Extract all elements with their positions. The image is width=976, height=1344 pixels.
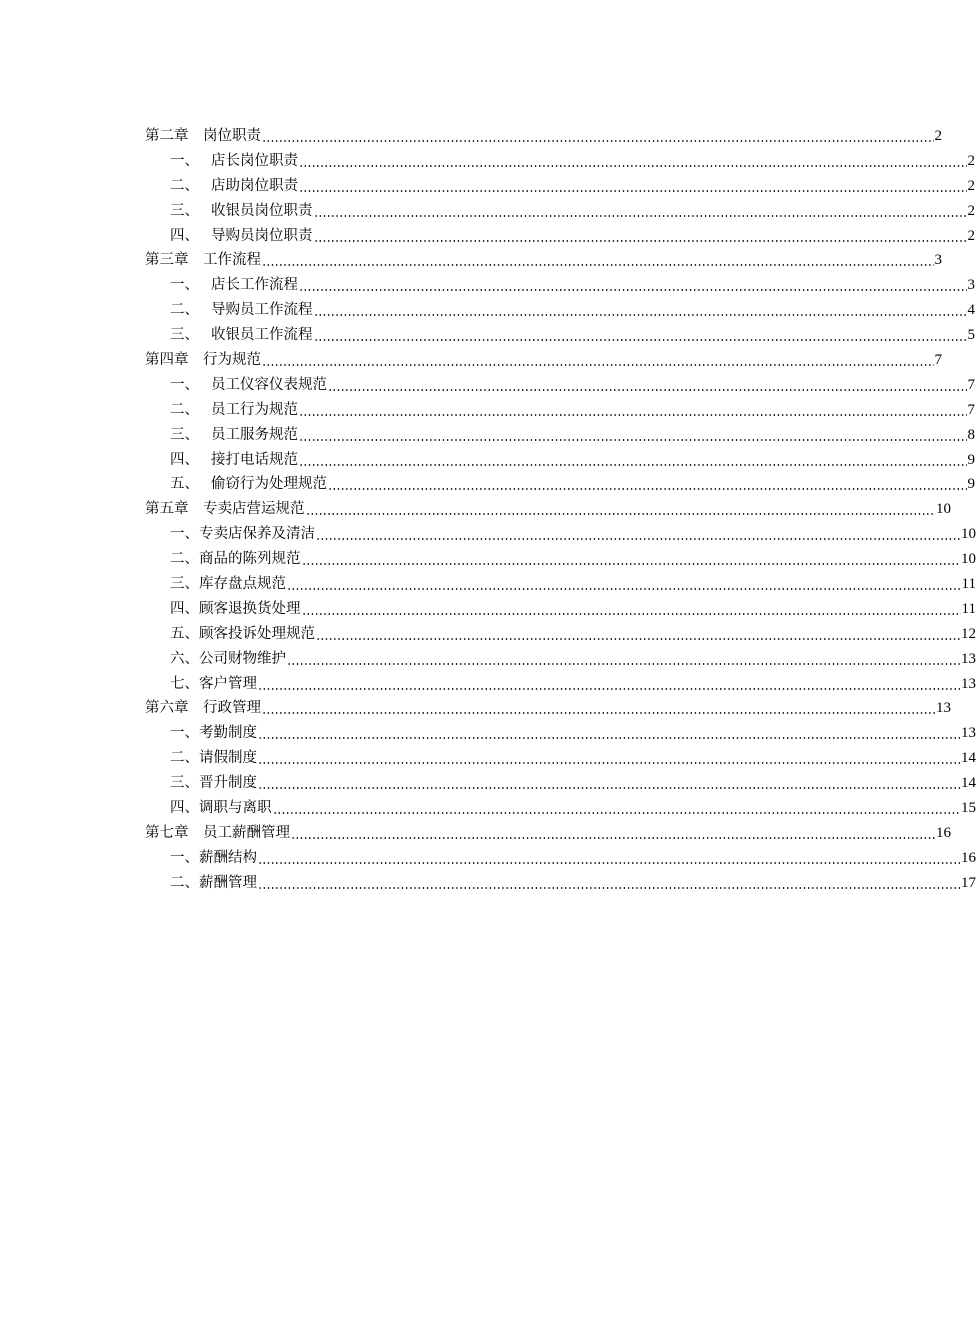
toc-page-number: 15	[961, 800, 976, 817]
dot-leader	[258, 721, 960, 746]
toc-number: 三、	[170, 576, 199, 593]
toc-title: 员工仪容仪表规范	[211, 376, 327, 393]
toc-number: 第五章	[145, 501, 189, 518]
dot-leader	[328, 373, 967, 398]
toc-page-number: 10	[961, 551, 976, 568]
toc-title: 店长工作流程	[211, 277, 298, 294]
toc-title: 专卖店营运规范	[203, 501, 305, 518]
toc-section-5-1[interactable]	[0, 522, 976, 547]
toc-section-2-3[interactable]	[0, 199, 975, 224]
toc-title: 薪酬结构	[199, 849, 257, 866]
toc-number: 七、	[170, 675, 199, 692]
toc-section-4-5[interactable]	[0, 472, 975, 497]
toc-title: 收银员工作流程	[211, 327, 313, 344]
toc-page-number: 16	[936, 824, 951, 841]
toc-number: 四、	[170, 800, 199, 817]
dot-leader	[258, 771, 960, 796]
toc-number: 一、	[170, 526, 199, 543]
toc-number: 第三章	[145, 252, 189, 269]
toc-title: 导购员工作流程	[211, 302, 313, 319]
toc-section-4-2[interactable]	[0, 398, 975, 423]
toc-number: 二、	[170, 302, 199, 319]
dot-leader	[299, 398, 967, 423]
toc-page-number: 2	[967, 177, 975, 194]
dot-leader	[258, 746, 960, 771]
toc-number: 四、	[170, 227, 199, 244]
toc-number: 第七章	[145, 824, 189, 841]
toc-page-number: 7	[967, 401, 975, 418]
toc-title: 请假制度	[199, 750, 257, 767]
table-of-contents	[0, 124, 976, 896]
dot-leader	[314, 224, 967, 249]
dot-leader	[262, 696, 935, 721]
toc-page-number: 2	[934, 128, 942, 144]
toc-number: 一、	[170, 277, 199, 294]
toc-number: 二、	[170, 874, 199, 891]
toc-section-5-5[interactable]	[0, 622, 976, 647]
toc-page-number: 13	[961, 650, 976, 667]
toc-section-7-2[interactable]	[0, 871, 976, 896]
toc-page-number: 12	[961, 625, 976, 642]
toc-page-number: 3	[934, 252, 942, 269]
toc-number: 二、	[170, 401, 199, 418]
toc-number: 四、	[170, 600, 199, 617]
toc-title: 晋升制度	[199, 775, 257, 792]
toc-page-number: 11	[961, 600, 976, 617]
toc-title: 顾客投诉处理规范	[199, 625, 315, 642]
toc-title: 商品的陈列规范	[199, 551, 301, 568]
toc-title: 薪酬管理	[199, 874, 257, 891]
toc-section-3-2[interactable]	[0, 298, 975, 323]
toc-page-number: 13	[961, 725, 976, 742]
toc-title: 员工薪酬管理	[203, 824, 290, 841]
toc-section-5-3[interactable]	[0, 572, 976, 597]
toc-number: 六、	[170, 650, 199, 667]
dot-leader	[314, 199, 967, 224]
toc-title: 公司财物维护	[199, 650, 286, 667]
toc-number: 一、	[170, 152, 199, 169]
dot-leader	[262, 124, 934, 149]
dot-leader	[287, 572, 961, 597]
toc-section-6-1[interactable]	[0, 721, 976, 746]
toc-number: 第四章	[145, 352, 189, 369]
toc-title: 工作流程	[203, 252, 261, 269]
toc-title: 偷窃行为处理规范	[211, 476, 327, 493]
toc-title: 专卖店保养及清洁	[199, 526, 315, 543]
dot-leader	[291, 821, 935, 846]
toc-page-number: 3	[967, 277, 975, 294]
toc-section-7-1[interactable]	[0, 846, 976, 871]
toc-page-number: 2	[967, 152, 975, 169]
toc-title: 店长岗位职责	[211, 152, 298, 169]
toc-title: 考勤制度	[199, 725, 257, 742]
toc-section-6-3[interactable]	[0, 771, 976, 796]
toc-number: 一、	[170, 376, 199, 393]
dot-leader	[299, 149, 967, 174]
dot-leader	[302, 597, 961, 622]
toc-section-5-7[interactable]	[0, 672, 976, 697]
dot-leader	[306, 497, 936, 522]
toc-number: 五、	[170, 625, 199, 642]
dot-leader	[316, 522, 960, 547]
toc-title: 客户管理	[199, 675, 257, 692]
toc-number: 一、	[170, 725, 199, 742]
toc-page-number: 14	[961, 750, 976, 767]
dot-leader	[273, 796, 961, 821]
toc-number: 五、	[170, 476, 199, 493]
dot-leader	[299, 273, 967, 298]
toc-title: 员工服务规范	[211, 426, 298, 443]
toc-section-3-1[interactable]	[0, 273, 975, 298]
toc-chapter-3[interactable]	[0, 248, 942, 273]
toc-number: 二、	[170, 750, 199, 767]
dot-leader	[302, 547, 961, 572]
toc-page-number: 9	[967, 476, 975, 493]
dot-leader	[258, 672, 960, 697]
toc-page-number: 5	[967, 327, 975, 344]
toc-number: 三、	[170, 426, 199, 443]
toc-number: 三、	[170, 202, 199, 219]
dot-leader	[262, 348, 934, 373]
toc-page-number: 16	[961, 849, 976, 866]
toc-section-2-4[interactable]	[0, 224, 975, 249]
toc-page-number: 7	[967, 376, 975, 393]
toc-page-number: 14	[961, 775, 976, 792]
toc-title: 库存盘点规范	[199, 576, 286, 593]
toc-page-number: 2	[967, 202, 975, 219]
toc-chapter-5[interactable]	[0, 497, 951, 522]
toc-title: 收银员岗位职责	[211, 202, 313, 219]
dot-leader	[262, 248, 934, 273]
toc-number: 三、	[170, 775, 199, 792]
toc-number: 第六章	[145, 700, 189, 717]
dot-leader	[299, 423, 967, 448]
toc-section-3-3[interactable]	[0, 323, 975, 348]
toc-chapter-2[interactable]	[0, 124, 942, 149]
toc-page-number: 17	[961, 874, 976, 891]
toc-chapter-7[interactable]	[0, 821, 951, 846]
toc-title: 调职与离职	[199, 800, 272, 817]
toc-section-5-2[interactable]	[0, 547, 976, 572]
toc-page-number: 13	[936, 700, 951, 717]
toc-page-number: 2	[967, 227, 975, 244]
dot-leader	[299, 174, 967, 199]
dot-leader	[299, 448, 967, 473]
toc-section-2-1[interactable]	[0, 149, 975, 174]
toc-title: 导购员岗位职责	[211, 227, 313, 244]
toc-title: 顾客退换货处理	[199, 600, 301, 617]
toc-title: 员工行为规范	[211, 401, 298, 418]
toc-page-number: 8	[967, 426, 975, 443]
toc-title: 店助岗位职责	[211, 177, 298, 194]
toc-section-6-2[interactable]	[0, 746, 976, 771]
toc-number: 第二章	[145, 128, 189, 144]
toc-number: 二、	[170, 551, 199, 568]
toc-title: 岗位职责	[203, 128, 261, 144]
toc-section-5-6[interactable]	[0, 647, 976, 672]
toc-page-number: 13	[961, 675, 976, 692]
toc-section-4-3[interactable]	[0, 423, 975, 448]
toc-title: 行为规范	[203, 352, 261, 369]
dot-leader	[314, 323, 967, 348]
toc-section-5-4[interactable]	[0, 597, 976, 622]
toc-page-number: 4	[967, 302, 975, 319]
dot-leader	[287, 647, 960, 672]
toc-chapter-6[interactable]	[0, 696, 951, 721]
dot-leader	[316, 622, 960, 647]
toc-number: 二、	[170, 177, 199, 194]
toc-page-number: 11	[961, 576, 976, 593]
toc-section-4-4[interactable]	[0, 448, 975, 473]
toc-number: 一、	[170, 849, 199, 866]
toc-section-4-1[interactable]	[0, 373, 975, 398]
toc-page-number: 9	[967, 451, 975, 468]
toc-title: 行政管理	[203, 700, 261, 717]
dot-leader	[314, 298, 967, 323]
toc-chapter-4[interactable]	[0, 348, 942, 373]
toc-number: 三、	[170, 327, 199, 344]
toc-number: 四、	[170, 451, 199, 468]
dot-leader	[328, 472, 967, 497]
dot-leader	[258, 871, 960, 896]
toc-title: 接打电话规范	[211, 451, 298, 468]
toc-page-number: 7	[934, 352, 942, 369]
toc-section-6-4[interactable]	[0, 796, 976, 821]
toc-page-number: 10	[961, 526, 976, 543]
toc-section-2-2[interactable]	[0, 174, 975, 199]
dot-leader	[258, 846, 960, 871]
toc-page-number: 10	[936, 501, 951, 518]
